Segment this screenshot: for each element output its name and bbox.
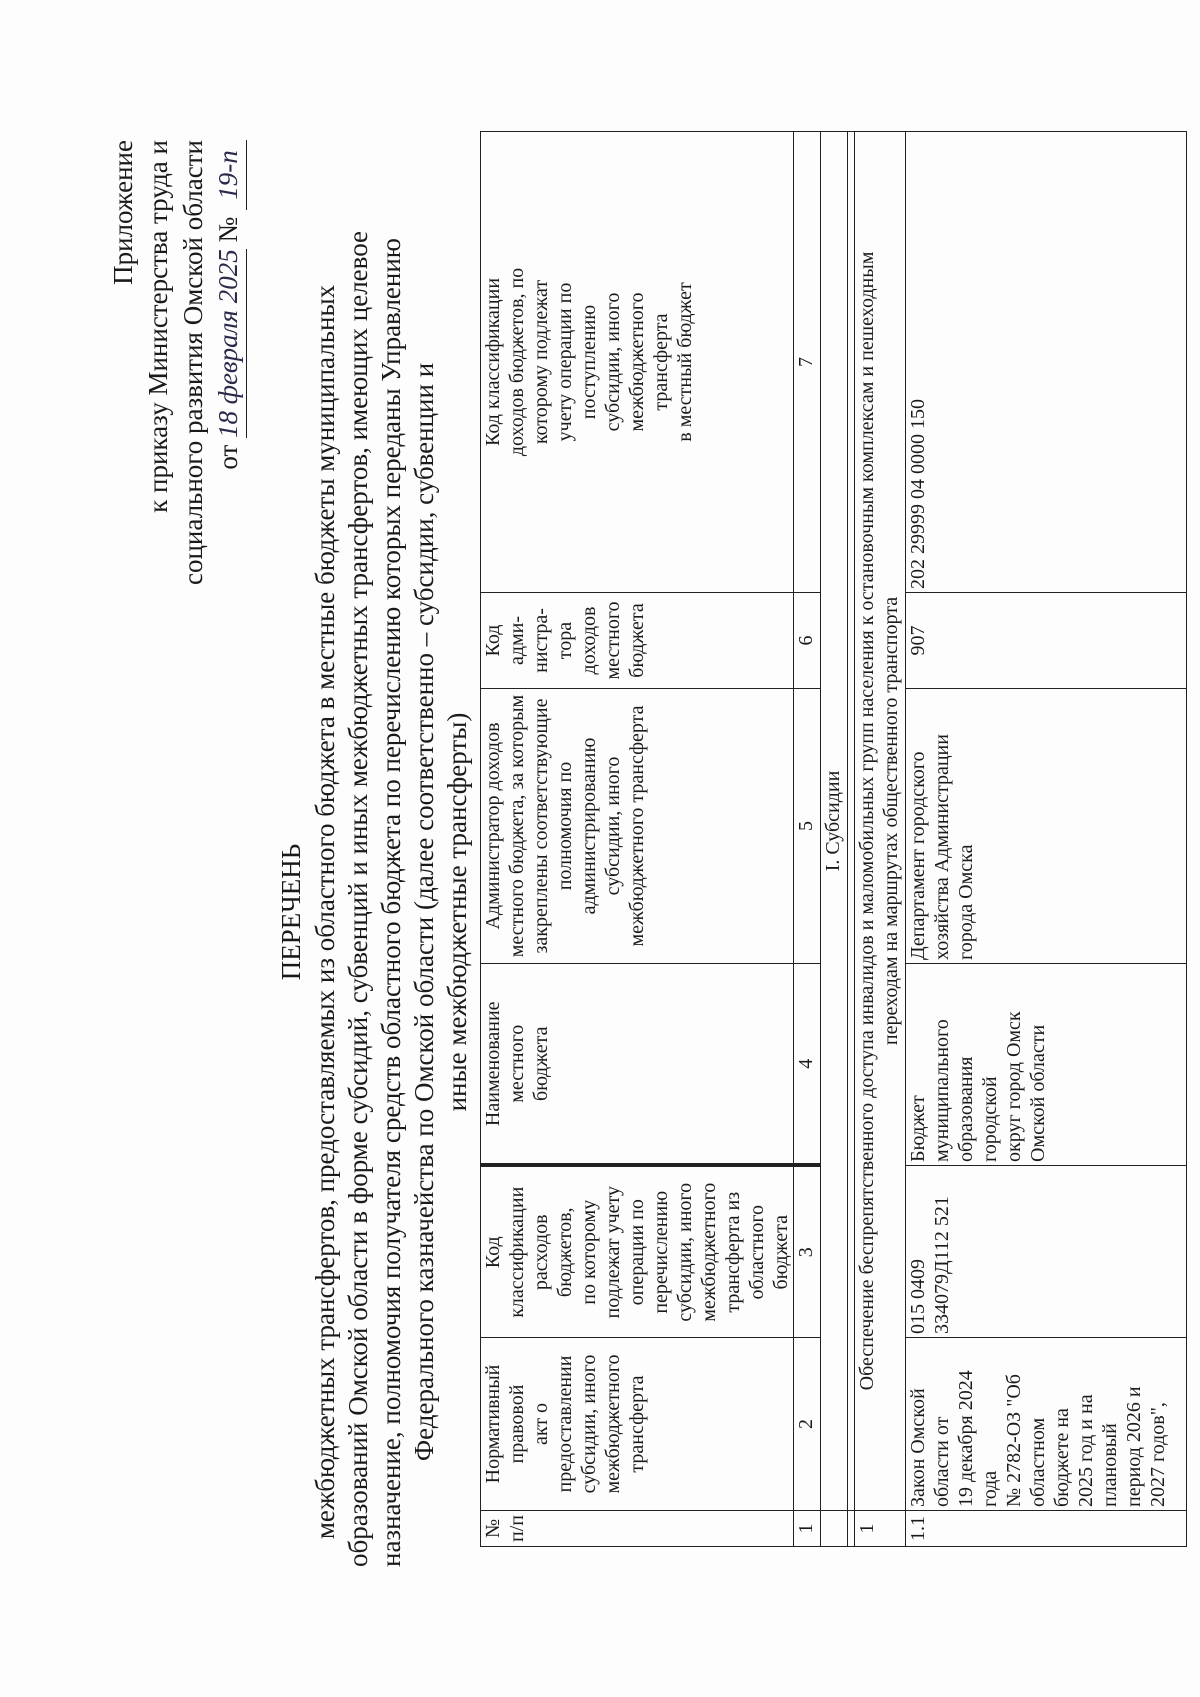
appendix-block [106,140,247,900]
transfers-table [480,131,1187,1547]
header-text: областного бюджета [746,1204,792,1300]
header-text: операции по [626,1199,648,1306]
header-admin-code [481,593,794,689]
header-text: нистра- [530,608,552,673]
title-line: Федерального казначейства по Омской области (далее соответственно – субсидии, субвенции и [409,362,439,1462]
section-empty-cell [821,1511,848,1547]
header-text: которому подлежат [530,279,552,445]
title-line: образований Омской области в форме субсидий, субвенций и иных межбюджетных трансфертов, имеющих целевое [343,230,373,1567]
cell-text: округ город Омск [1003,1011,1025,1162]
column-number: 5 [794,689,821,964]
header-text: местного бюджета, за которым [506,694,528,958]
row-budget-name [906,964,1187,1166]
column-number: 4 [794,964,821,1166]
cell-text: города Омска [955,844,977,960]
header-text: п/п [506,1515,528,1542]
row-number: 1.1 [906,1511,1187,1547]
header-text: субсидии, иного [602,292,624,432]
header-text: перечислению [650,1190,672,1314]
header-text: № [482,1518,504,1539]
subsection-row [855,131,906,1546]
row-administrator [906,689,1187,964]
header-expense-code [481,1166,794,1338]
number-label: № [213,216,243,243]
cell-text: 2025 год и на плановый [1075,1394,1121,1507]
cell-text: 19 декабря 2024 года [955,1370,1001,1507]
header-text: в местный бюджет [674,282,696,442]
header-text: полномочия по [554,761,576,891]
spacer-row [848,131,855,1546]
header-text: межбюджетного трансферта [626,705,648,947]
date-prefix: от [213,444,243,470]
header-text: Наименование местного [482,1001,528,1127]
header-text: Нормативный правовой [482,1364,528,1484]
header-income-code [481,131,794,592]
header-text: закреплены соответствующие [530,698,552,954]
row-legal-act [906,1338,1187,1511]
header-text: по которому [578,1199,600,1305]
title-heading: ПЕРЕЧЕНЬ [276,843,306,981]
cell-text: период 2026 и [1123,1386,1145,1507]
column-number-row [794,131,821,1546]
column-number: 3 [794,1166,821,1338]
cell-text: 2027 годов", [1147,1402,1169,1507]
header-text: акт о предоставлении [530,1355,576,1493]
cell-text: образования городской [955,1056,1001,1162]
subsection-text: Обеспечение беспрепятственного доступа инвалидов и маломобильных групп населения к остановочным комплексам и пешеходным [856,251,878,1391]
header-text: субсидии, иного [674,1182,696,1322]
column-number: 7 [794,131,821,592]
spacer-cell [848,1511,855,1547]
header-text: тора [554,621,576,660]
header-text: доходов бюджетов, по [506,267,528,457]
cell-text: № 2782-ОЗ "Об [1003,1374,1025,1507]
header-budget-name [481,964,794,1166]
row-expense-code [906,1166,1187,1338]
section-row [821,131,848,1546]
header-text: местного [602,601,624,680]
appendix-order-line: к приказу Министерства труда и [143,140,173,513]
appendix-label: Приложение [108,140,138,285]
header-text: учету операции по [554,282,576,442]
header-text: администрированию [578,737,600,915]
title-line: иные межбюджетные трансферты) [442,712,472,1112]
spacer-cell [848,131,855,1510]
header-text: межбюджетного [698,1182,720,1322]
header-num [481,1511,794,1547]
header-text: межбюджетного [626,292,648,432]
cell-text: 334079Д112 521 [931,1196,953,1334]
appendix-ministry-line: социального развития Омской области [178,140,208,586]
header-text: бюджета [626,603,648,678]
header-text: межбюджетного [602,1354,624,1494]
cell-text: Департамент городского [907,751,929,960]
column-number: 6 [794,593,821,689]
title-line: межбюджетных трансфертов, предоставляемых из областного бюджета в местные бюджеты муниципальных [310,284,340,1540]
header-text: Администратор доходов [482,722,504,930]
handwritten-number: 19-п [211,140,247,210]
header-text: Код классификации [482,277,504,447]
header-act [481,1338,794,1511]
cell-text: Омской области [1027,1024,1049,1162]
cell-text: областном бюджете на [1027,1408,1073,1507]
handwritten-date: 18 февраля 2025 [211,249,247,438]
title-line: назначение, полномочия получателя средств областного бюджета по перечислению которых переданы Управлению [376,238,406,1567]
subsection-text: переходам на маршрутах общественного транспорта [880,596,902,1046]
header-text: субсидии, иного [602,756,624,896]
row-admin-code: 907 [906,593,1187,689]
header-text: Код классификации [482,1186,528,1318]
cell-text: хозяйства Администрации [931,734,953,960]
row-income-code: 202 29999 04 0000 150 [906,131,1187,592]
header-row [481,131,794,1546]
cell-text: Бюджет [907,1095,929,1162]
cell-text: Закон Омской области от [907,1388,953,1507]
header-text: бюджета [530,1026,552,1102]
header-text: Код [482,624,504,657]
table-row [906,131,1187,1546]
header-text: расходов бюджетов, [530,1207,576,1298]
section-title: I. Субсидии [821,131,848,1510]
column-number: 1 [794,1511,821,1547]
header-text: адми- [506,615,528,666]
cell-text: 015 0409 [907,1259,929,1334]
header-text: трансферта из [722,1191,744,1313]
document-title [275,230,474,1567]
header-text: подлежат учету [602,1186,624,1319]
header-text: субсидии, иного [578,1354,600,1494]
subsection-title [855,131,906,1510]
subsection-number: 1 [855,1511,906,1547]
column-number: 2 [794,1338,821,1511]
header-text: доходов [578,606,600,675]
appendix-date-line [211,140,247,900]
header-text: поступлению [578,304,600,420]
header-text: трансферта [650,313,672,411]
cell-text: муниципального [931,1019,953,1162]
header-administrator [481,689,794,964]
header-text: трансферта [626,1375,648,1473]
